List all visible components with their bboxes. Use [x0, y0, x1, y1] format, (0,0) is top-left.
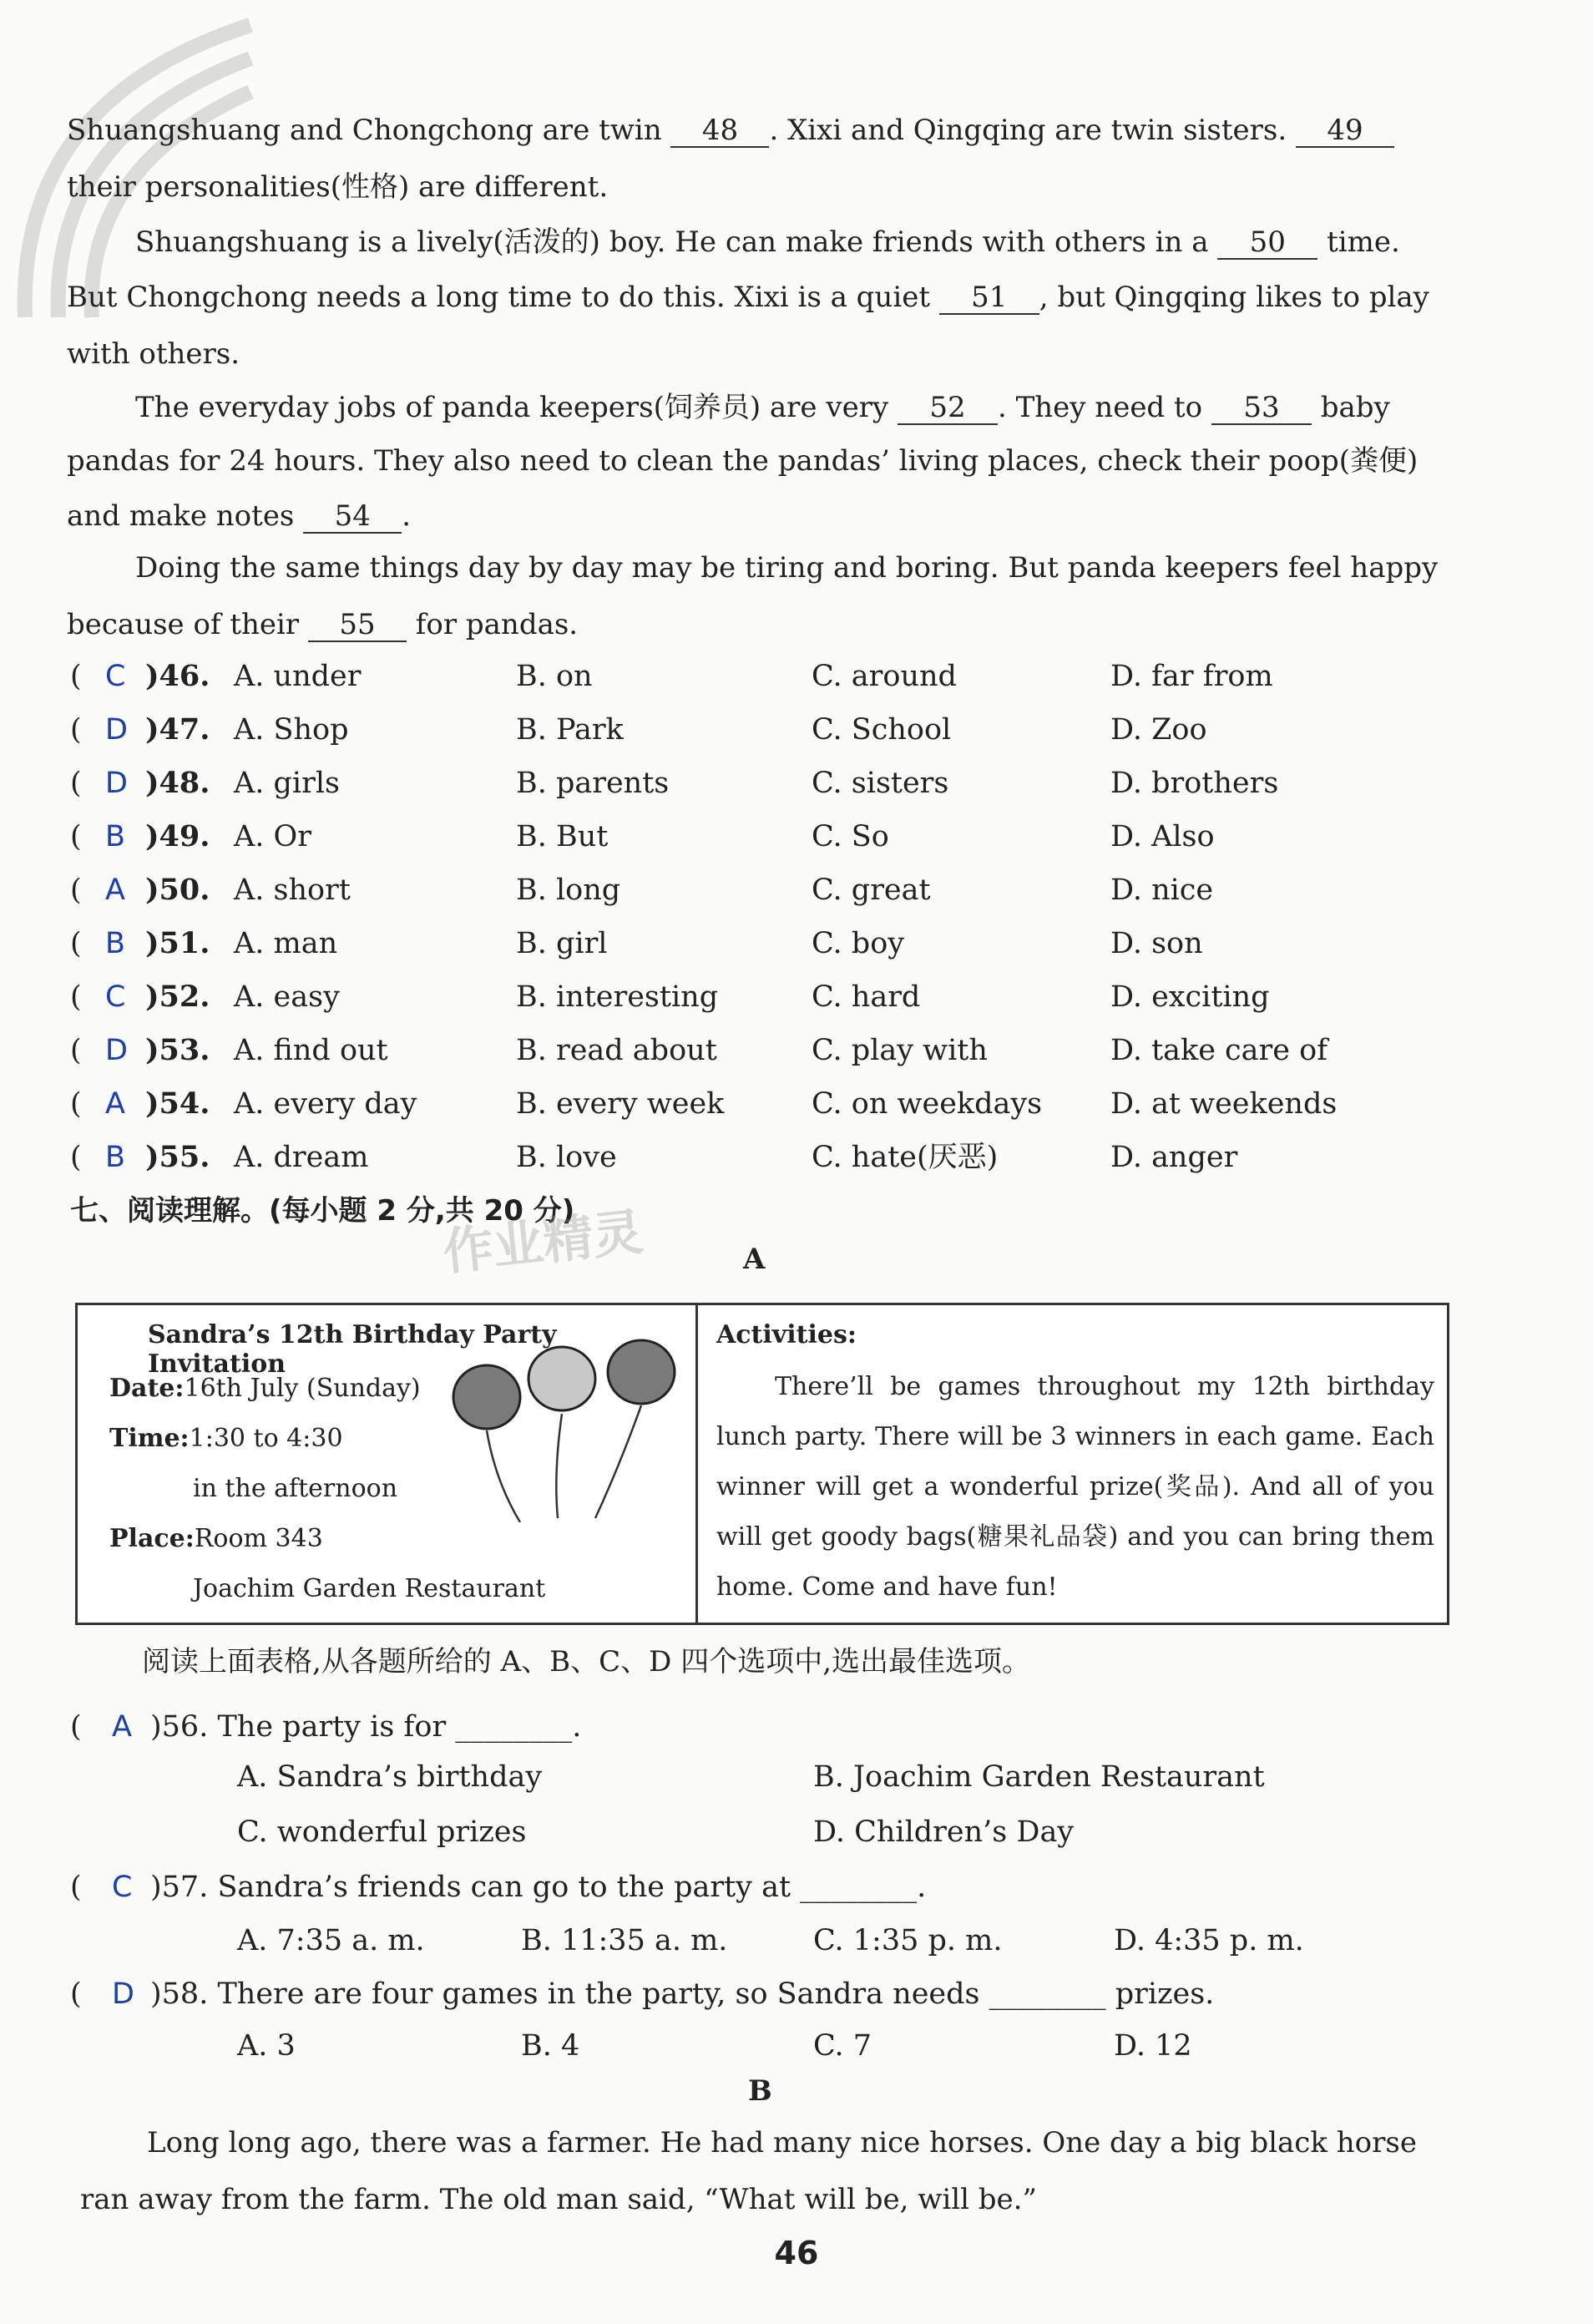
passage-b-line-2: ran away from the farm. The old man said, “What will be, will be.” — [80, 2183, 1037, 2216]
question-58: ( D )58. There are four games in the party, so Sandra needs ________ prizes. — [70, 1969, 1448, 2019]
answer-54: A — [105, 1087, 125, 1121]
invitation-place-2: Joachim Garden Restaurant — [193, 1574, 546, 1603]
question-46: ( C )46. A. under B. on C. around D. far from — [70, 651, 1448, 701]
reading-instruction: 阅读上面表格,从各题所给的 A、B、C、D 四个选项中,选出最佳选项。 — [142, 1645, 1031, 1678]
answer-49: B — [105, 820, 126, 853]
passage-b-line-1: Long long ago, there was a farmer. He had many nice horses. One day a big black horse — [147, 2126, 1417, 2159]
activities-text: There’ll be games throughout my 12th birthday lunch party. There will be 3 winners in each game. Each winner will get a wonderful prize(奖品). And all of you will get goody bags(糖果礼品袋) and you can bring them home. Come and have fun! — [716, 1372, 1434, 1602]
passage-line-10: because of their 55 for pandas. — [67, 608, 579, 641]
passage-line-7: pandas for 24 hours. They also need to clean the pandas’ living places, check their poop(粪便) — [67, 444, 1419, 478]
question-57-options: A. 7:35 a. m. B. 11:35 a. m. C. 1:35 p. m. D. 4:35 p. m. — [237, 1924, 1304, 1957]
invitation-divider — [695, 1305, 698, 1623]
invitation-details — [78, 1305, 695, 1623]
question-58-options: A. 3 B. 4 C. 7 D. 12 — [237, 2029, 1192, 2063]
passage-line-1: Shuangshuang and Chongchong are twin 48 . Xixi and Qingqing are twin sisters. 49 — [67, 112, 1394, 149]
passage-line-9: Doing the same things day by day may be tiring and boring. But panda keepers feel happy — [135, 551, 1439, 585]
answer-56: A — [112, 1710, 132, 1744]
blank-51: 51 — [939, 281, 1039, 315]
passage-line-5: with others. — [67, 337, 240, 371]
balloons-icon — [428, 1339, 695, 1522]
invitation-time-2: in the afternoon — [193, 1474, 398, 1503]
passage-line-3: Shuangshuang is a lively(活泼的) boy. He can make friends with others in a 50 time. — [135, 225, 1400, 259]
passage-line-2: their personalities(性格) are different. — [67, 170, 609, 204]
answer-48: D — [105, 767, 128, 800]
question-50: ( A )50. A. short B. long C. great D. nice — [70, 865, 1448, 915]
blank-52: 52 — [898, 392, 998, 425]
activities-title: Activities: — [716, 1320, 857, 1349]
question-47: ( D )47. A. Shop B. Park C. School D. Zoo — [70, 705, 1448, 755]
invitation-card — [75, 1303, 1449, 1625]
question-53: ( D )53. A. find out B. read about C. play with D. take care of — [70, 1025, 1448, 1076]
answer-46: C — [105, 660, 126, 693]
answer-57: C — [112, 1871, 133, 1904]
section-heading: 七、阅读理解。(每小题 2 分,共 20 分) — [70, 1194, 575, 1228]
passage-line-8: and make notes 54 . — [67, 499, 412, 533]
answer-47: D — [105, 713, 128, 747]
page-number: 46 — [774, 2235, 819, 2271]
passage-line-4: But Chongchong needs a long time to do this. Xixi is a quiet 51 , but Qingqing likes to play — [67, 281, 1429, 314]
passage-line-6: The everyday jobs of panda keepers(饲养员) are very 52 . They need to 53 baby — [135, 391, 1390, 424]
answer-51: B — [105, 927, 126, 960]
blank-55: 55 — [308, 609, 407, 642]
blank-50: 50 — [1217, 226, 1317, 260]
answer-50: A — [105, 873, 125, 907]
part-a-label: A — [743, 1243, 766, 1276]
part-b-label: B — [748, 2074, 772, 2108]
question-52: ( C )52. A. easy B. interesting C. hard D. exciting — [70, 972, 1448, 1022]
blank-53: 53 — [1211, 392, 1312, 425]
answer-55: B — [105, 1141, 126, 1174]
question-49: ( B )49. A. Or B. But C. So D. Also — [70, 812, 1448, 862]
invitation-time: Time:1:30 to 4:30 — [109, 1424, 343, 1453]
blank-48: 48 — [670, 114, 769, 148]
question-51: ( B )51. A. man B. girl C. boy D. son — [70, 919, 1448, 969]
blank-54: 54 — [303, 500, 402, 534]
question-57: ( C )57. Sandra’s friends can go to the party at ________. — [70, 1862, 1448, 1912]
invitation-activities — [700, 1305, 1443, 1623]
invitation-date: Date:16th July (Sunday) — [109, 1374, 421, 1403]
answer-58: D — [112, 1977, 134, 2011]
question-56: ( A )56. The party is for ________. — [70, 1702, 1448, 1752]
invitation-title: Sandra’s 12th Birthday Party Invitation — [148, 1320, 557, 1379]
answer-53: D — [105, 1034, 128, 1067]
question-48: ( D )48. A. girls B. parents C. sisters D. brothers — [70, 758, 1448, 808]
question-56-options-1: A. Sandra’s birthday B. Joachim Garden Restaurant — [237, 1760, 1265, 1794]
blank-49: 49 — [1296, 114, 1394, 148]
invitation-place: Place:Room 343 — [109, 1524, 323, 1553]
question-56-options-2: C. wonderful prizes D. Children’s Day — [237, 1815, 1075, 1849]
question-55: ( B )55. A. dream B. love C. hate(厌恶) D. anger — [70, 1132, 1448, 1182]
watermark: 作业精灵 — [440, 1203, 646, 1283]
question-54: ( A )54. A. every day B. every week C. on weekdays D. at weekends — [70, 1079, 1448, 1129]
answer-52: C — [105, 980, 126, 1014]
